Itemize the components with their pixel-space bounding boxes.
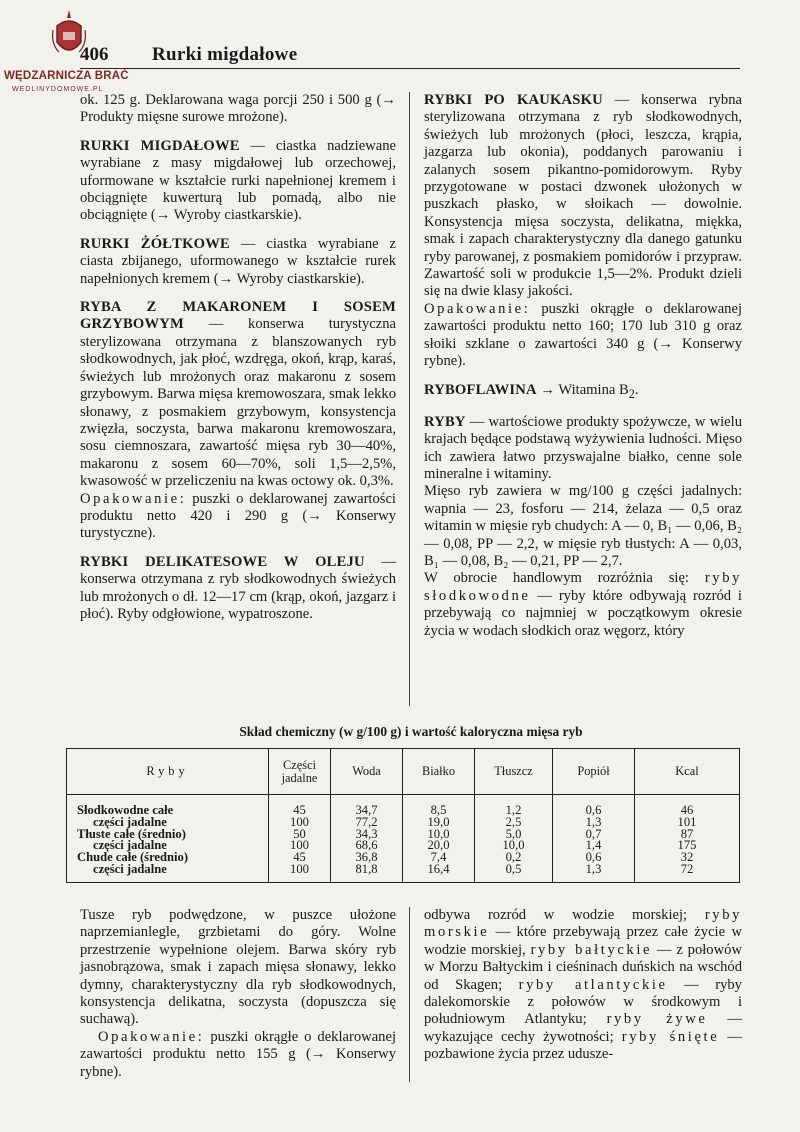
packaging-label: Opakowanie: <box>98 1028 205 1045</box>
value: 100 <box>290 814 309 829</box>
value: 1,4 <box>585 838 602 853</box>
cell-names <box>67 795 269 883</box>
headword: RURKI ŻÓŁTKOWE <box>80 235 230 252</box>
headword: RYBY <box>424 413 466 430</box>
cell-water <box>331 795 403 883</box>
header-cell: Białko <box>403 749 475 795</box>
subscript: 2 <box>628 386 635 401</box>
value: 10,0 <box>502 838 525 853</box>
trade-text: W obrocie handlowym rozróżnia się: <box>424 570 705 587</box>
row-label: części jadalne <box>93 838 167 853</box>
value: 100 <box>290 838 309 853</box>
entry-end: . <box>634 381 639 398</box>
left-column-top <box>80 92 396 634</box>
header-cell: Części jadalne <box>269 749 331 795</box>
table-title: Skład chemiczny (w g/100 g) i wartość kaloryczna mięsa ryb <box>239 724 583 739</box>
left-column-bottom <box>80 907 396 1081</box>
composition-table <box>66 748 740 883</box>
packaging-label: Opakowanie: <box>80 490 187 507</box>
row-label: części jadalne <box>93 861 167 876</box>
entry-body: — konserwa turystyczna sterylizowana otrzymana z blanszowanych ryb słodkowodnych, jak płoć, wzdręga, okoń, krąp, karaś, świeżych lub mrożonych oraz makaronu z sosem grzybowym. Barwa mięsa kremowoszara, smak lekko słonawy, z posmakiem grzybowym, konsystencja zwięzła, soczysta, barwa makaronu kremowoszara, sosu ciemnoszara, zawartość mięsa ryb 30—40%, makaronu z sosem 60—70%, soli 1,5—2,5%, kwasowość w przeliczeniu na kwas octowy ok. 0,3%. <box>80 316 396 490</box>
row-label: Chude całe (średnio) <box>77 850 189 865</box>
header-cell: Kcal <box>635 749 740 795</box>
value: 77,2 <box>355 814 378 829</box>
fish-types-text: — które przebywają przez całe życie w wodzie morskiej, <box>424 924 742 958</box>
value: 1,2 <box>505 803 522 817</box>
entry-body: — ciastka nadziewane wyrabiane z masy migdałowej lub orzechowej, uformowane w kształcie rurki napełnionej kremem i obciągnięte kuwerturą lub pomadą, albo nie obciągnięte (→ Wyroby ciastkarskie). <box>80 137 396 224</box>
headword: RYBOFLAWINA <box>424 381 537 398</box>
entry-body: — konserwa otrzymana z ryb słodkowodnych świeżych lub mrożonych o dł. 12—17 cm (krąp, okoń, jazgarz i płoć). Ryby odgłowione, wypatroszone. <box>80 553 396 622</box>
fish-types-text: — pozbawione życia przez udusze- <box>424 1028 742 1063</box>
value: 16,4 <box>427 861 450 876</box>
entry-rurki-zoltkowe <box>80 236 396 288</box>
entry-continuation <box>80 92 396 127</box>
entry-body: — ciastka wyrabiane z ciasta zbijanego, uformowanego w kształcie rurek napełnionych kremem (→ Wyroby ciastkarskie). <box>80 235 396 287</box>
value: 46 <box>680 803 694 817</box>
fish-types-text: — ryby dalekomorskie z połowów w środkowym i południowym Atlantyku; <box>424 976 742 1028</box>
cell-fat <box>475 795 553 883</box>
value: 0,5 <box>505 861 522 876</box>
value: 101 <box>677 814 697 829</box>
packaging-text: puszki o deklarowanej zawartości produktu netto 420 i 290 g (→ Konserwy turystyczne). <box>80 490 396 542</box>
table-header-row <box>67 749 740 795</box>
header-cell: Tłuszcz <box>475 749 553 795</box>
value: 50 <box>293 826 306 841</box>
value: 68,6 <box>355 838 378 853</box>
entry-body: — wartościowe produkty spożywcze, w wielu krajach będące podstawą wyżywienia ludności. Mięso ich zawiera łatwo przyswajalne białko, cenne sole mineralne i witaminy. <box>424 413 742 483</box>
packaging-label: Opakowanie: <box>424 300 531 317</box>
packaging-text: puszki okrągłe o deklarowanej zawartości produktu netto 155 g (→ Konserwy rybne). <box>80 1028 396 1080</box>
value: 0,6 <box>585 803 602 817</box>
value: 1,3 <box>585 814 602 829</box>
value: 36,8 <box>355 850 378 865</box>
entry-rybki-delikatesowe <box>80 554 396 624</box>
trade-text-cont: — ryby które odbywają rozród i przebywają co najmniej w początkowym okresie życia w wodach słodkich oraz węgorz, który <box>424 587 742 639</box>
value: 5,0 <box>505 826 522 841</box>
value: 10,0 <box>427 826 450 841</box>
cell-kcal <box>635 795 740 883</box>
entry-body: — konserwa rybna sterylizowana otrzymana z ryb słodkowodnych, świeżych lub mrożonych (płoci, leszcza, krąpia, jazgarza lub okonia), poddanych parowaniu i zalanych sosem pikantno-pomidorowym. Ryby przygotowane w postaci dzwonek ułożonych w puszkach płasko, w słoikach — dowolnie. Konsystencja mięsa soczysta, delikatna, miękka, smak i zapach charakterystyczny dla danego gatunku ryby parowanej, z posmakiem pomidorów i przypraw. Zawartość soli w produkcie 1,5—2%. Produkt dzieli się na dwie klasy jakości. <box>424 92 742 300</box>
header-rule <box>80 68 740 69</box>
spaced-term: ryby śnięte <box>621 1028 720 1045</box>
packaging-text: puszki okrągłe o deklarowanej zawartości produktu netto 160; 170 lub 310 g oraz słoiki szklane o zawartości 340 g (→ Konserwy rybne). <box>424 300 742 370</box>
headword: RYBA Z MAKARONEM I SOSEM GRZYBOWYM <box>80 299 396 333</box>
header-cell: Ryby <box>67 749 269 795</box>
entry-ryby <box>424 414 742 640</box>
value: 45 <box>293 803 306 817</box>
spaced-term: ryby słodkowodne <box>424 570 742 604</box>
entry-body: → Witamina B <box>536 381 629 398</box>
cell-protein <box>403 795 475 883</box>
fish-types-text: — wykazujące cechy żywotności; <box>424 1011 742 1045</box>
entry-ryba-z-makaronem <box>80 299 396 543</box>
value: 175 <box>677 838 697 853</box>
page-number: 406 <box>80 44 109 65</box>
logo-name: WĘDZARNICZA BRAĆ <box>4 70 129 82</box>
header-cell: Woda <box>331 749 403 795</box>
spaced-term: ryby atlantyckie <box>518 976 668 993</box>
table-body-row <box>67 795 740 883</box>
spaced-term: ryby żywe <box>606 1011 708 1028</box>
cell-edible <box>269 795 331 883</box>
value: 87 <box>680 826 694 841</box>
fish-types-text: odbywa rozród w wodzie morskiej; <box>424 907 705 923</box>
headword: RURKI MIGDAŁOWE <box>80 137 240 154</box>
value: 8,5 <box>430 803 447 817</box>
value: 72 <box>680 861 694 876</box>
entry-rybki-po-kaukasku <box>424 92 742 371</box>
logo-url: WEDLINYDOMOWE.PL <box>12 86 104 93</box>
value: 19,0 <box>427 814 450 829</box>
right-column-top <box>424 92 742 651</box>
column-divider-bottom <box>409 907 410 1082</box>
value: 100 <box>290 861 309 876</box>
spaced-term: ryby morskie <box>424 907 742 941</box>
continuation-text: ok. 125 g. Deklarowana waga porcji 250 i 500 g (→ Produkty mięsne surowe mrożone). <box>80 92 396 126</box>
value: 45 <box>293 850 306 865</box>
column-divider-top <box>409 92 410 706</box>
right-column-bottom <box>424 907 742 1064</box>
value: 81,8 <box>355 861 378 876</box>
value: 32 <box>680 850 694 865</box>
value: 2,5 <box>505 814 522 829</box>
page-header <box>80 40 740 72</box>
cell-ash <box>553 795 635 883</box>
entry-rurki-migdalowe <box>80 138 396 225</box>
spaced-term: ryby bałtyckie <box>530 941 653 958</box>
entry-ryboflawina <box>424 382 742 403</box>
value: 34,3 <box>355 826 378 841</box>
smoked-description: Tusze ryb podwędzone, w puszce ułożone naprzemianlegle, grzbietami do góry. Wolne przestrzenie wypełnione olejem. Barwa skóry ryb jasnobrązowa, smak i zapach mięsa słonawy, lekko dymny, charakterystyczny dla ryb słodkowodnych, konsystencja delikatna, soczysta (dopuszcza się suchawą). <box>80 907 396 1028</box>
header-cell: Popiół <box>553 749 635 795</box>
value: 0,6 <box>585 850 602 865</box>
row-label: Tłuste całe (średnio) <box>77 826 186 841</box>
value: 1,3 <box>585 861 602 876</box>
headword: RYBKI DELIKATESOWE W OLEJU <box>80 553 365 570</box>
value: 20,0 <box>427 838 450 853</box>
row-label: części jadalne <box>93 814 167 829</box>
value: 0,2 <box>505 850 522 865</box>
row-label: Słodkowodne całe <box>77 803 174 817</box>
value: 7,4 <box>430 850 447 865</box>
running-title: Rurki migdałowe <box>152 44 298 65</box>
vitamins-paragraph: Mięso ryb zawiera w mg/100 g części jadalnych: wapnia — 23, fosforu — 214, żelaza — 0,5 oraz witamin w mięsie ryb chudych: A — 0, B₁ — 0,06, B₂ — 0,08, PP — 2,2, w mięsie ryb tłustych: A — 0,03, B₁ — 0,08, B₂ — 0,21, PP — 2,7. <box>424 483 742 570</box>
value: 34,7 <box>355 803 378 817</box>
fish-types-text: — z połowów w Morzu Bałtyckim i cieśninach duńskich na wschód od Skagen; <box>424 941 742 993</box>
value: 0,7 <box>585 826 602 841</box>
headword: RYBKI PO KAUKASKU <box>424 92 603 108</box>
